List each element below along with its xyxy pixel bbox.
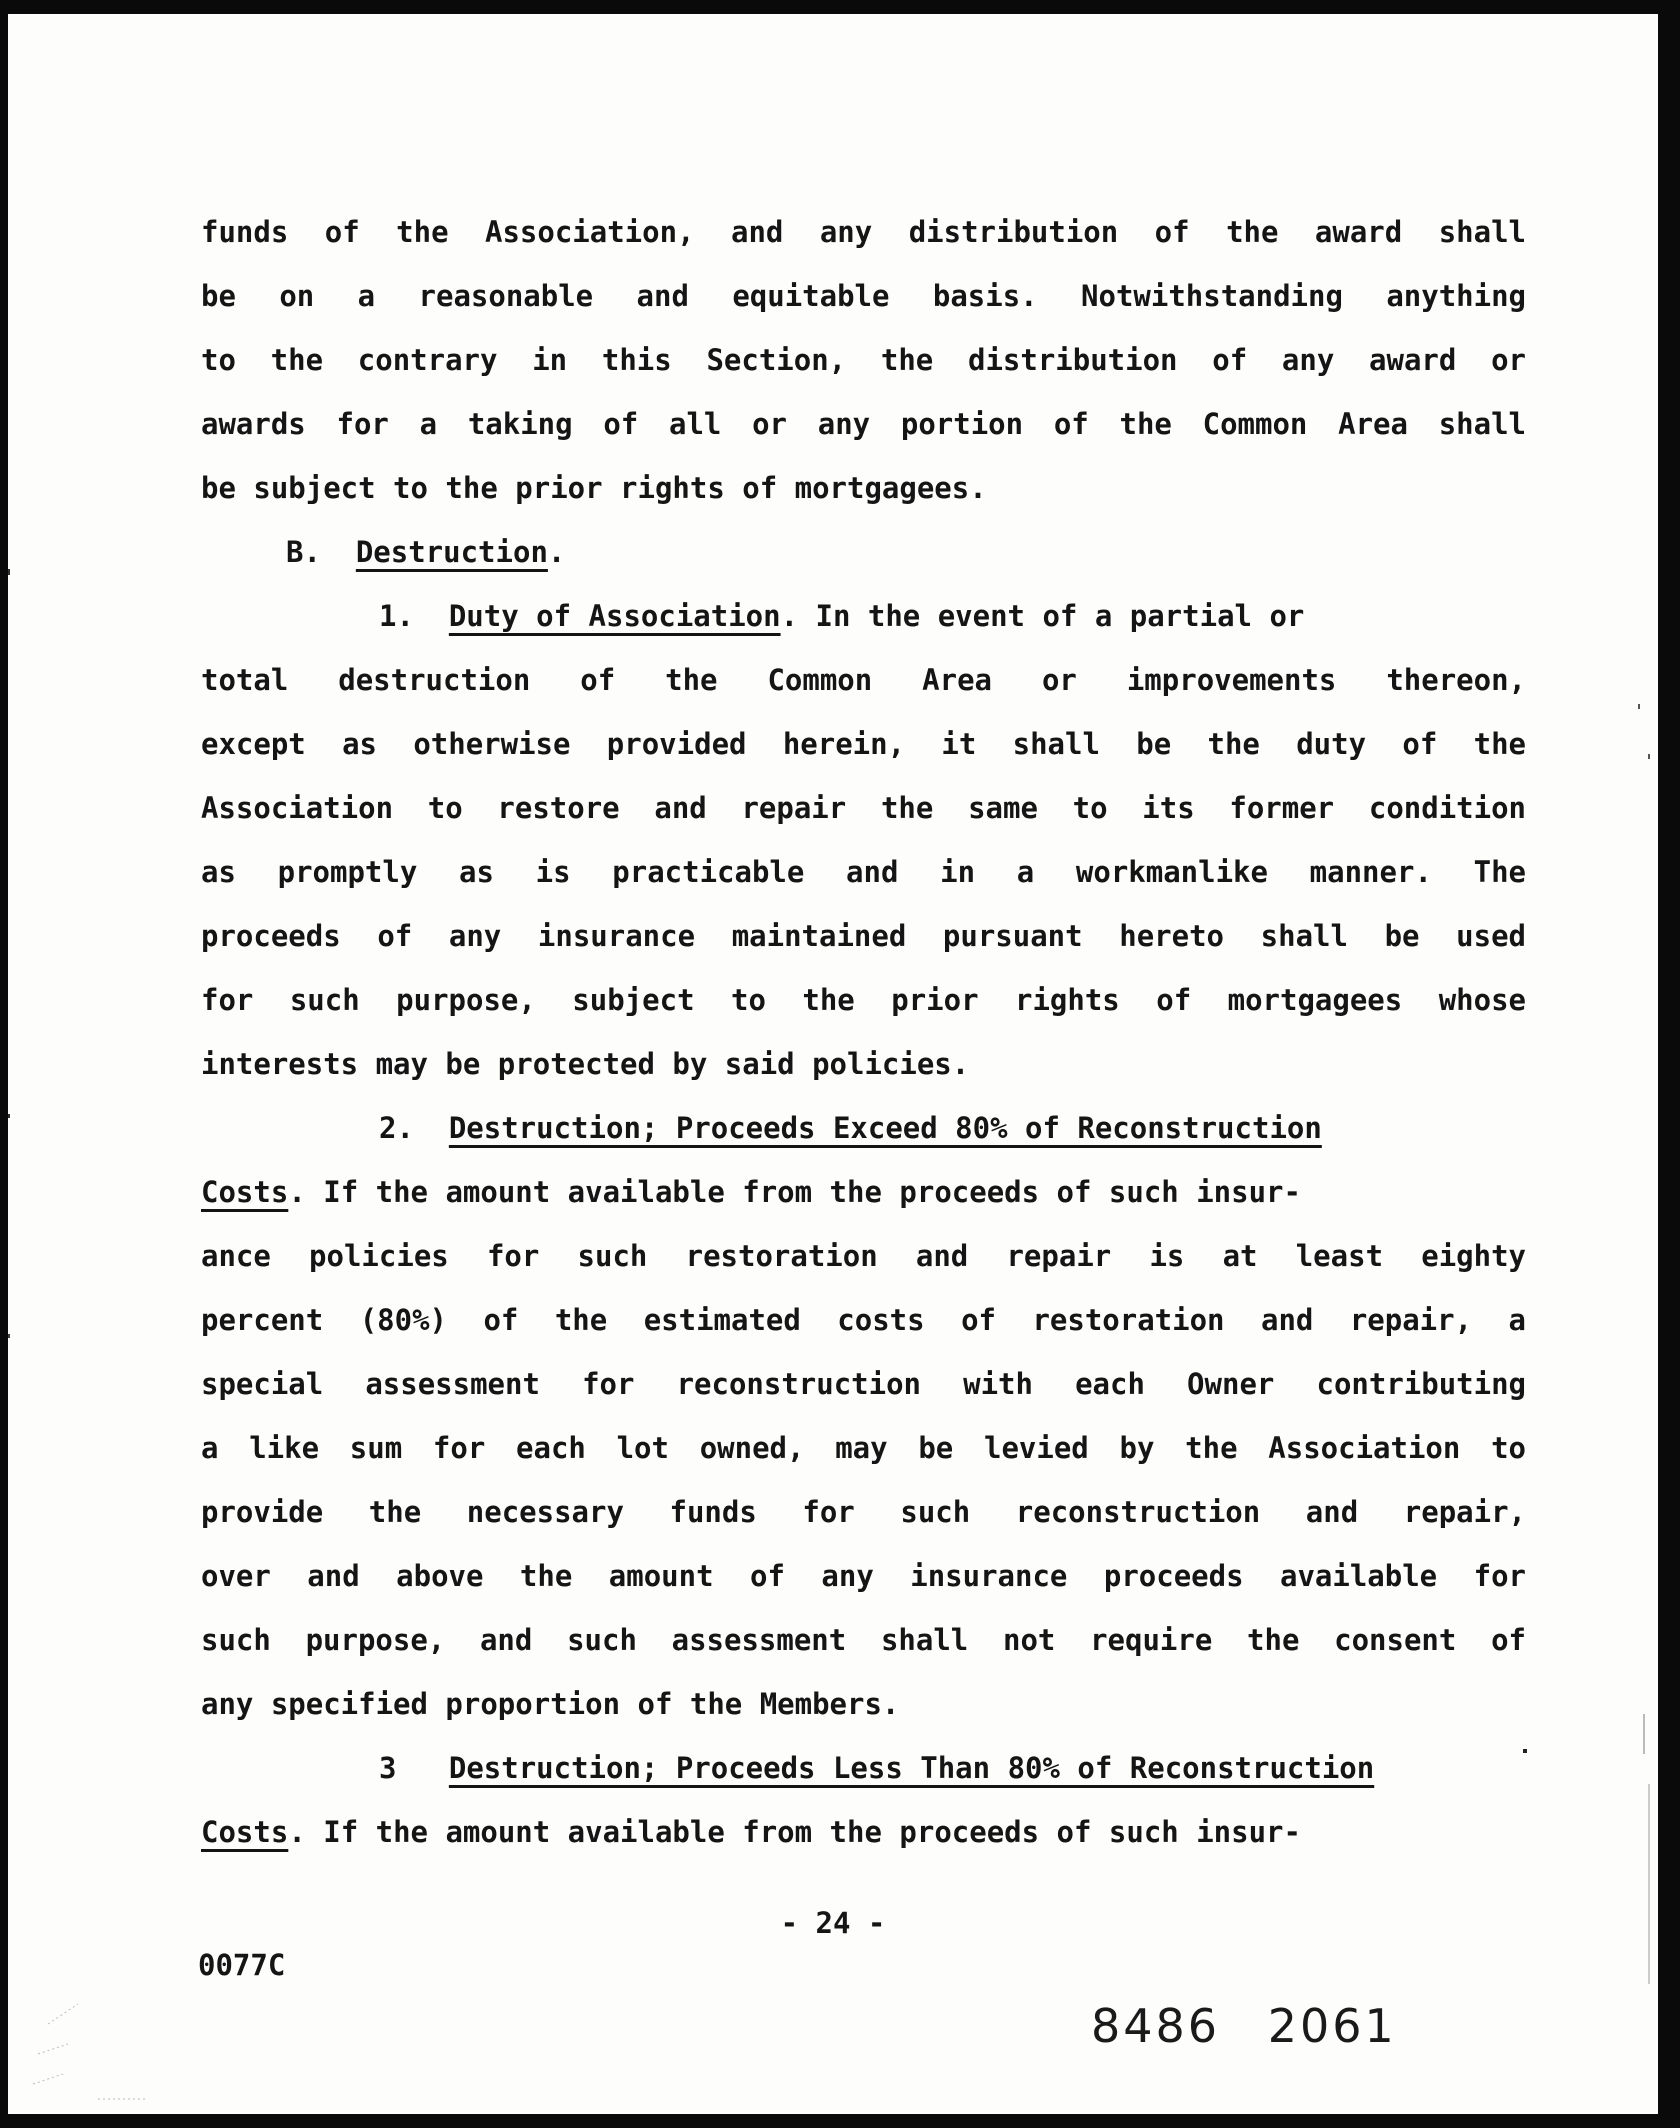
text-line: any specified proportion of the Members. bbox=[201, 1687, 900, 1721]
text-line: for such purpose, subject to the prior rights of mortgagees whose bbox=[201, 983, 1526, 1017]
item1-title: Duty of Association bbox=[448, 599, 781, 633]
section-letter: B. bbox=[286, 535, 321, 569]
item1-number: 1. bbox=[379, 599, 414, 633]
text-line: ance policies for such restoration and repair is at least eighty bbox=[201, 1239, 1526, 1273]
text-line: percent (80%) of the estimated costs of restoration and repair, a bbox=[201, 1303, 1526, 1337]
item3-text-start: . If the amount available from the proceeds of such insur- bbox=[288, 1815, 1301, 1849]
item2-heading-line2 bbox=[201, 1160, 1526, 1224]
item3-heading-line2 bbox=[201, 1800, 1526, 1864]
text-line: provide the necessary funds for such reconstruction and repair, bbox=[201, 1495, 1526, 1529]
document-code: 0077C bbox=[198, 1948, 286, 1982]
text-line: awards for a taking of all or any portion of the Common Area shall bbox=[201, 407, 1526, 441]
text-line: special assessment for reconstruction with each Owner contributing bbox=[201, 1367, 1526, 1401]
item3-title: Destruction; Proceeds Less Than 80% of Reconstruction bbox=[448, 1751, 1375, 1785]
document-page bbox=[8, 14, 1658, 2114]
text-line: except as otherwise provided herein, it shall be the duty of the bbox=[201, 727, 1526, 761]
text-line: proceeds of any insurance maintained pursuant hereto shall be used bbox=[201, 919, 1526, 953]
item3-heading-line bbox=[201, 1736, 1526, 1800]
item2-number: 2. bbox=[379, 1111, 414, 1145]
text-line: funds of the Association, and any distribution of the award shall bbox=[201, 215, 1526, 249]
text-line: as promptly as is practicable and in a workmanlike manner. The bbox=[201, 855, 1526, 889]
section-heading-b bbox=[201, 520, 1526, 584]
item2-title: Destruction; Proceeds Exceed 80% of Reconstruction bbox=[448, 1111, 1322, 1145]
text-line: be on a reasonable and equitable basis. Notwithstanding anything bbox=[201, 279, 1526, 313]
item2-heading-line bbox=[201, 1096, 1526, 1160]
item2-text-start: . If the amount available from the proceeds of such insur- bbox=[288, 1175, 1301, 1209]
stamp-number: 8486 2061 bbox=[1091, 1999, 1397, 2053]
text-line: be subject to the prior rights of mortgagees. bbox=[201, 471, 987, 505]
text-line: to the contrary in this Section, the distribution of any award or bbox=[201, 343, 1526, 377]
text-line: Association to restore and repair the same to its former condition bbox=[201, 791, 1526, 825]
item3-title-cont: Costs bbox=[201, 1815, 289, 1849]
section-title-period: . bbox=[547, 535, 566, 569]
item3-number: 3 bbox=[379, 1751, 397, 1785]
text-line: interests may be protected by said policies. bbox=[201, 1047, 970, 1081]
text-line: over and above the amount of any insurance proceeds available for bbox=[201, 1559, 1526, 1593]
item1-text-start: . In the event of a partial or bbox=[780, 599, 1305, 633]
item1-heading-line bbox=[201, 584, 1526, 648]
text-line: such purpose, and such assessment shall not require the consent of bbox=[201, 1623, 1526, 1657]
page-number: - 24 - bbox=[780, 1906, 886, 1940]
section-title: Destruction bbox=[355, 535, 548, 569]
item2-title-cont: Costs bbox=[201, 1175, 289, 1209]
text-line: a like sum for each lot owned, may be levied by the Association to bbox=[201, 1431, 1526, 1465]
body-text bbox=[201, 200, 1526, 1864]
text-line: total destruction of the Common Area or improvements thereon, bbox=[201, 663, 1526, 697]
